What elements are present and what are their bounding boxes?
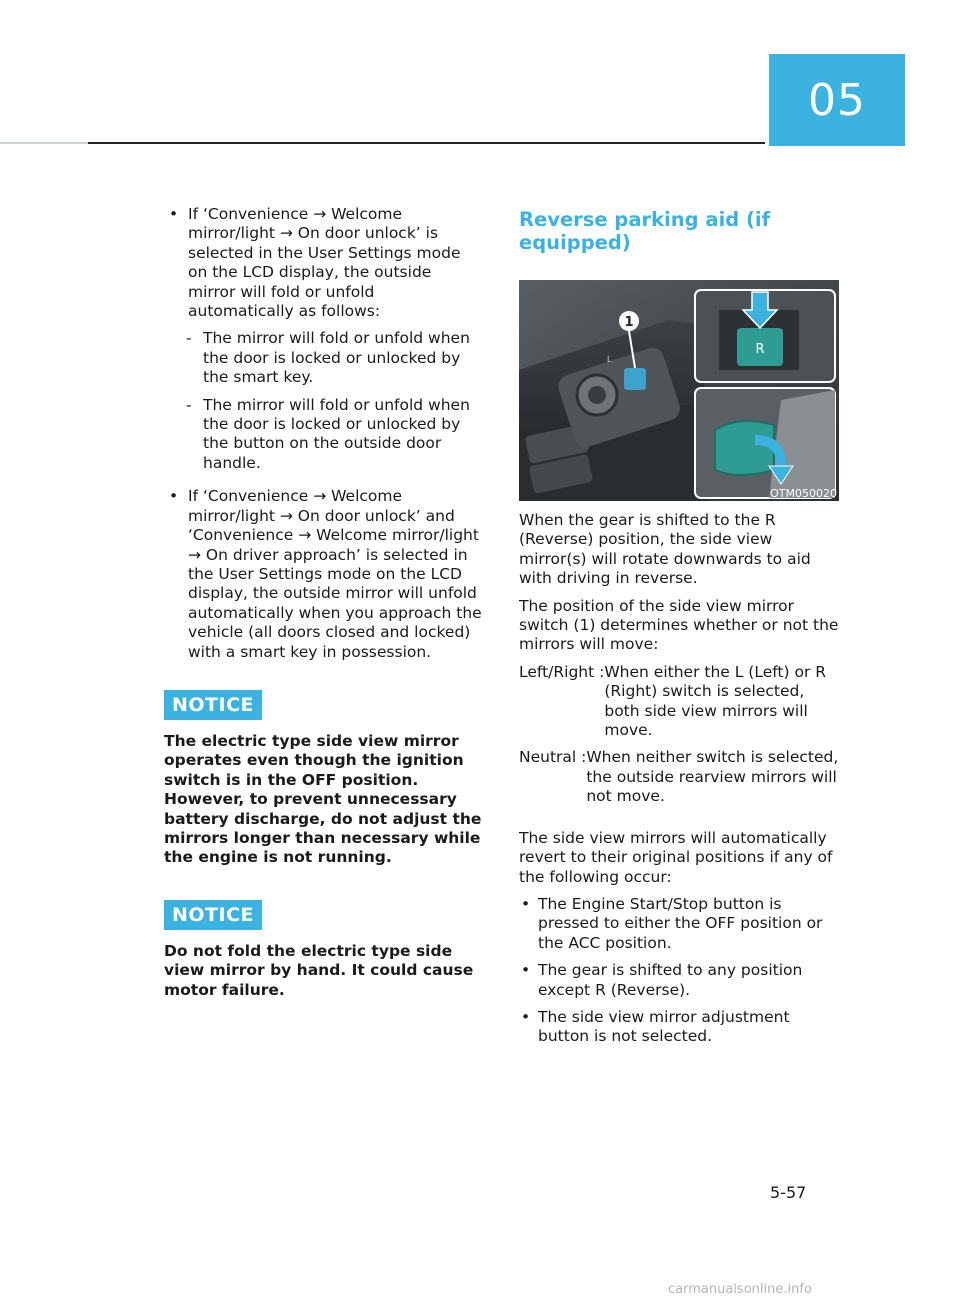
figure-code: OTM050020 bbox=[770, 487, 837, 500]
switch-label-l: L bbox=[607, 355, 612, 364]
notice-label: NOTICE bbox=[164, 900, 262, 930]
paragraph: The side view mirrors will automatically revert to their original positions if any of the following occur: bbox=[519, 828, 833, 886]
notice-text: Do not fold the electric type side view mirror by hand. It could cause motor failure. bbox=[164, 941, 474, 999]
bullet-welcome-unlock: • If ‘Convenience → Welcome mirror/light → On door unlock’ is selected in the User Settings mode on the LCD display, the outside mirror will fold or unfold automatically as follows: bbox=[164, 205, 482, 321]
watermark: carmanualsonline.info bbox=[668, 1282, 812, 1297]
left-column bbox=[164, 205, 482, 1012]
sub-item bbox=[164, 329, 482, 387]
paragraph: When the gear is shifted to the R (Reverse) position, the side view mirror(s) will rotate downwards to aid with driving in reverse. bbox=[519, 511, 811, 588]
revert-bullet: • The Engine Start/Stop button is pressed to either the OFF position or the ACC position. bbox=[519, 895, 839, 953]
page-number: 5-57 bbox=[770, 1183, 807, 1202]
sub-list bbox=[164, 329, 482, 473]
sub-item bbox=[164, 396, 482, 474]
mirror-switch-figure bbox=[519, 280, 839, 501]
dash-mark: - bbox=[186, 395, 192, 414]
dash-mark: - bbox=[186, 329, 192, 348]
notice-label: NOTICE bbox=[164, 690, 262, 720]
notice-box bbox=[164, 670, 482, 868]
notice-text: The electric type side view mirror operates even though the ignition switch is in the OFF position. However, to prevent unnecessary battery discharge, do not adjust the mirrors longer than necessary while the engine is not running. bbox=[164, 731, 482, 867]
definition-row bbox=[519, 748, 839, 806]
definition-term: Left/Right : bbox=[519, 662, 605, 681]
chapter-tab bbox=[769, 54, 905, 146]
mirror-switch-illustration bbox=[519, 280, 839, 501]
callout-number: 1 bbox=[624, 315, 634, 330]
definition-desc: When either the L (Left) or R (Right) switch is selected, both side view mirrors will move. bbox=[604, 662, 827, 740]
definition-row bbox=[519, 663, 839, 741]
section-title: Reverse parking aid (if equipped) bbox=[519, 208, 771, 254]
bullet-driver-approach: • If ‘Convenience → Welcome mirror/light → On door unlock’ and ‘Convenience → Welcome mirror/light → On driver approach’ is selected in the User Settings mode on the LCD display, the outside mirror will unfold automatically when you approach the vehicle (all doors closed and locked) with a smart key in possession. bbox=[164, 487, 482, 662]
sub-item-text: The mirror will fold or unfold when the door is locked or unlocked by the button on the outside door handle. bbox=[203, 395, 470, 472]
definition-desc: When neither switch is selected, the outside rearview mirrors will not move. bbox=[586, 748, 839, 806]
notice-box bbox=[164, 880, 482, 1000]
definition-term: Neutral : bbox=[519, 748, 587, 767]
switch-r-letter: R bbox=[755, 342, 765, 357]
header-rule-accent bbox=[88, 142, 765, 144]
right-column bbox=[519, 205, 839, 1055]
paragraph: The position of the side view mirror switch (1) determines whether or not the mirrors will move: bbox=[519, 596, 839, 654]
sub-item-text: The mirror will fold or unfold when the door is locked or unlocked by the smart key. bbox=[203, 329, 470, 387]
revert-bullet: • The side view mirror adjustment button is not selected. bbox=[519, 1008, 839, 1047]
chapter-number: 05 bbox=[808, 74, 866, 126]
revert-bullet: • The gear is shifted to any position except R (Reverse). bbox=[519, 961, 839, 1000]
